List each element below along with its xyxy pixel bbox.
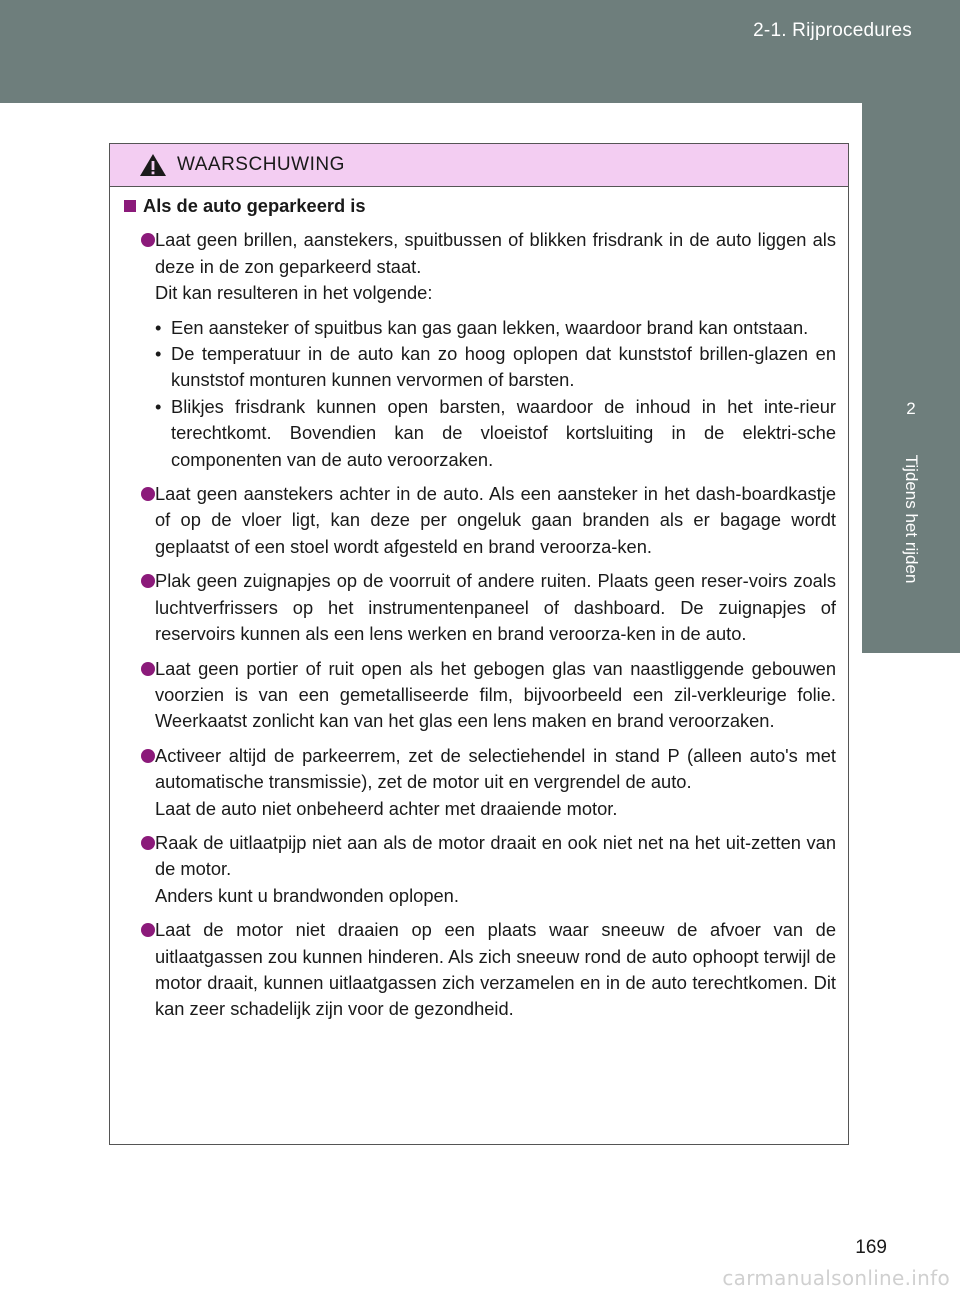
warning-box <box>109 143 849 1145</box>
watermark: carmanualsonline.info <box>722 1266 950 1290</box>
warning-item <box>124 227 836 473</box>
sub-list-item: • De temperatuur in de auto kan zo hoog oplopen dat kunststof brillen-glazen en kunststof monturen kunnen vervormen of barsten. <box>155 341 836 394</box>
warning-paragraph: Laat de auto niet onbeheerd achter met draaiende motor. <box>155 797 618 819</box>
warning-items <box>124 227 836 1022</box>
sub-list-item: • Een aansteker of spuitbus kan gas gaan lekken, waardoor brand kan ontstaan. <box>155 315 836 341</box>
warning-paragraph: Dit kan resulteren in het volgende: <box>155 282 433 304</box>
warning-item <box>124 656 836 735</box>
bullet-dot-icon <box>141 749 155 763</box>
warning-item <box>124 481 836 560</box>
bullet-dot-icon <box>141 487 155 501</box>
bullet-dot-icon <box>141 233 155 247</box>
sub-list <box>155 315 836 473</box>
subheading-text: Als de auto geparkeerd is <box>143 195 366 216</box>
subheading <box>124 193 836 219</box>
chapter-tab[interactable] <box>862 359 960 653</box>
header-bar <box>0 0 960 103</box>
sub-list-item: • Blikjes frisdrank kunnen open barsten, waardoor de inhoud in het inte-rieur terechtkomt. Bovendien kan de vloeistof kortsluiting in de elektri-sche componenten van de auto veroorzaken. <box>155 394 836 473</box>
bullet-dot-icon <box>141 923 155 937</box>
page-number: 169 <box>855 1237 887 1258</box>
warning-body <box>110 187 848 1023</box>
chapter-number: 2 <box>906 399 916 418</box>
warning-triangle-icon <box>139 153 167 177</box>
warning-paragraph: Laat de motor niet draaien op een plaats waar sneeuw de afvoer van de uitlaatgassen zou kunnen hinderen. Als zich sneeuw rond de auto ophoopt terwijl de motor draait, kunnen uitlaatgassen zich verzamelen en in de auto terechtkomen. Dit kan zeer schadelijk zijn voor de gezondheid. <box>155 919 836 1020</box>
bullet-dot-icon <box>141 836 155 850</box>
warning-paragraph: Laat geen portier of ruit open als het gebogen glas van naastliggende gebouwen voorzien is van een gemetalliseerde film, bijvoorbeeld een zil-verkleurige folie. Weerkaatst zonlicht kan van het glas een lens maken en brand veroorzaken. <box>155 657 836 732</box>
warning-item <box>124 917 836 1023</box>
warning-paragraph: Laat geen aanstekers achter in de auto. Als een aansteker in het dash-boardkastje of op de vloer ligt, kan deze per ongeluk gaan branden als er bagage wordt geplaatst of een stoel wordt afgesteld en brand veroorza-ken. <box>155 483 836 557</box>
bullet-dot-icon <box>141 662 155 676</box>
chapter-title: Tijdens het rijden <box>902 454 921 584</box>
square-bullet-icon <box>124 200 136 212</box>
side-tab-top <box>862 103 960 359</box>
warning-paragraph: Anders kunt u brandwonden oplopen. <box>155 884 459 906</box>
warning-paragraph: Activeer altijd de parkeerrem, zet de selectiehendel in stand P (alleen auto's met automatische transmissie), zet de motor uit en vergrendel de auto. <box>155 744 836 793</box>
warning-title: WAARSCHUWING <box>177 154 345 175</box>
warning-item <box>124 568 836 647</box>
warning-paragraph: Raak de uitlaatpijp niet aan als de motor draait en ook niet net na het uit-zetten van de motor. <box>155 831 836 880</box>
warning-item <box>124 743 836 822</box>
bullet-dot-icon <box>141 574 155 588</box>
warning-header <box>110 144 848 187</box>
warning-paragraph: Plak geen zuignapjes op de voorruit of andere ruiten. Plaats geen reser-voirs zoals luchtverfrissers op het instrumentenpaneel of dashboard. De zuignapjes of reservoirs kunnen als een lens werken en brand veroorza-ken in de auto. <box>155 570 836 645</box>
section-title: 2-1. Rijprocedures <box>753 20 912 41</box>
warning-item <box>124 830 836 909</box>
warning-paragraph: Laat geen brillen, aanstekers, spuitbussen of blikken frisdrank in de auto liggen als deze in de zon geparkeerd staat. <box>155 229 836 277</box>
